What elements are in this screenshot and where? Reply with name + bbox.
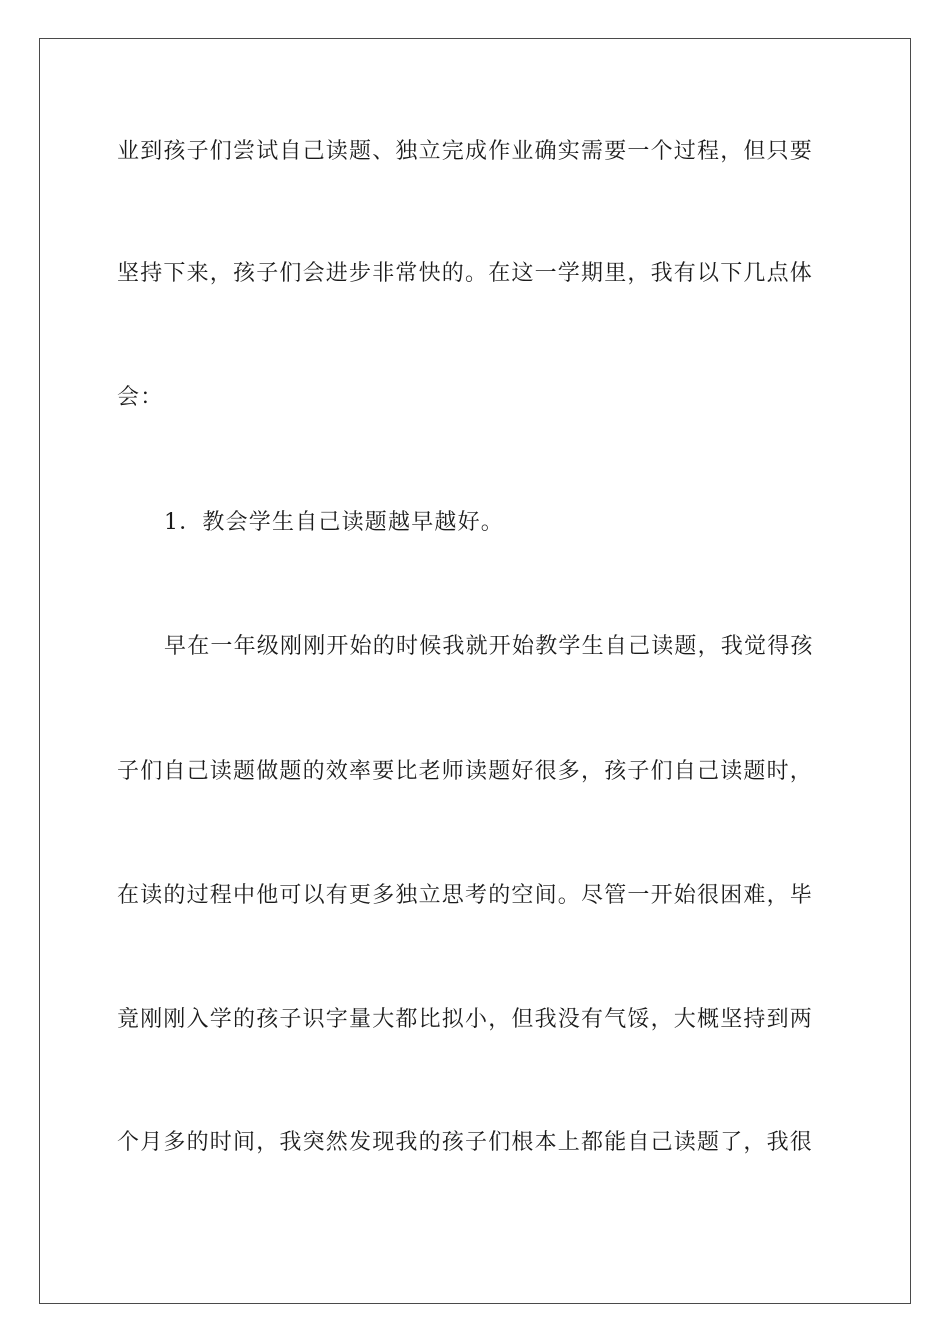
paragraph-line: 早在一年级刚刚开始的时候我就开始教学生自己读题，我觉得孩: [164, 634, 814, 659]
paragraph-line: 坚持下来，孩子们会进步非常快的。在这一学期里，我有以下几点体: [117, 261, 814, 286]
paragraph-line: 子们自己读题做题的效率要比老师读题好很多，孩子们自己读题时，: [117, 759, 814, 784]
paragraph-line: 在读的过程中他可以有更多独立思考的空间。尽管一开始很困难，毕: [117, 883, 814, 908]
paragraph-line: 会：: [117, 385, 164, 410]
paragraph-line: 业到孩子们尝试自己读题、独立完成作业确实需要一个过程，但只要: [117, 139, 814, 164]
paragraph-line: 竟刚刚入学的孩子识字量大都比拟小，但我没有气馁，大概坚持到两: [117, 1007, 814, 1032]
page-border: [39, 38, 911, 1304]
paragraph-line: 个月多的时间，我突然发现我的孩子们根本上都能自己读题了，我很: [117, 1130, 814, 1155]
list-heading: 1．教会学生自己读题越早越好。: [164, 510, 504, 535]
